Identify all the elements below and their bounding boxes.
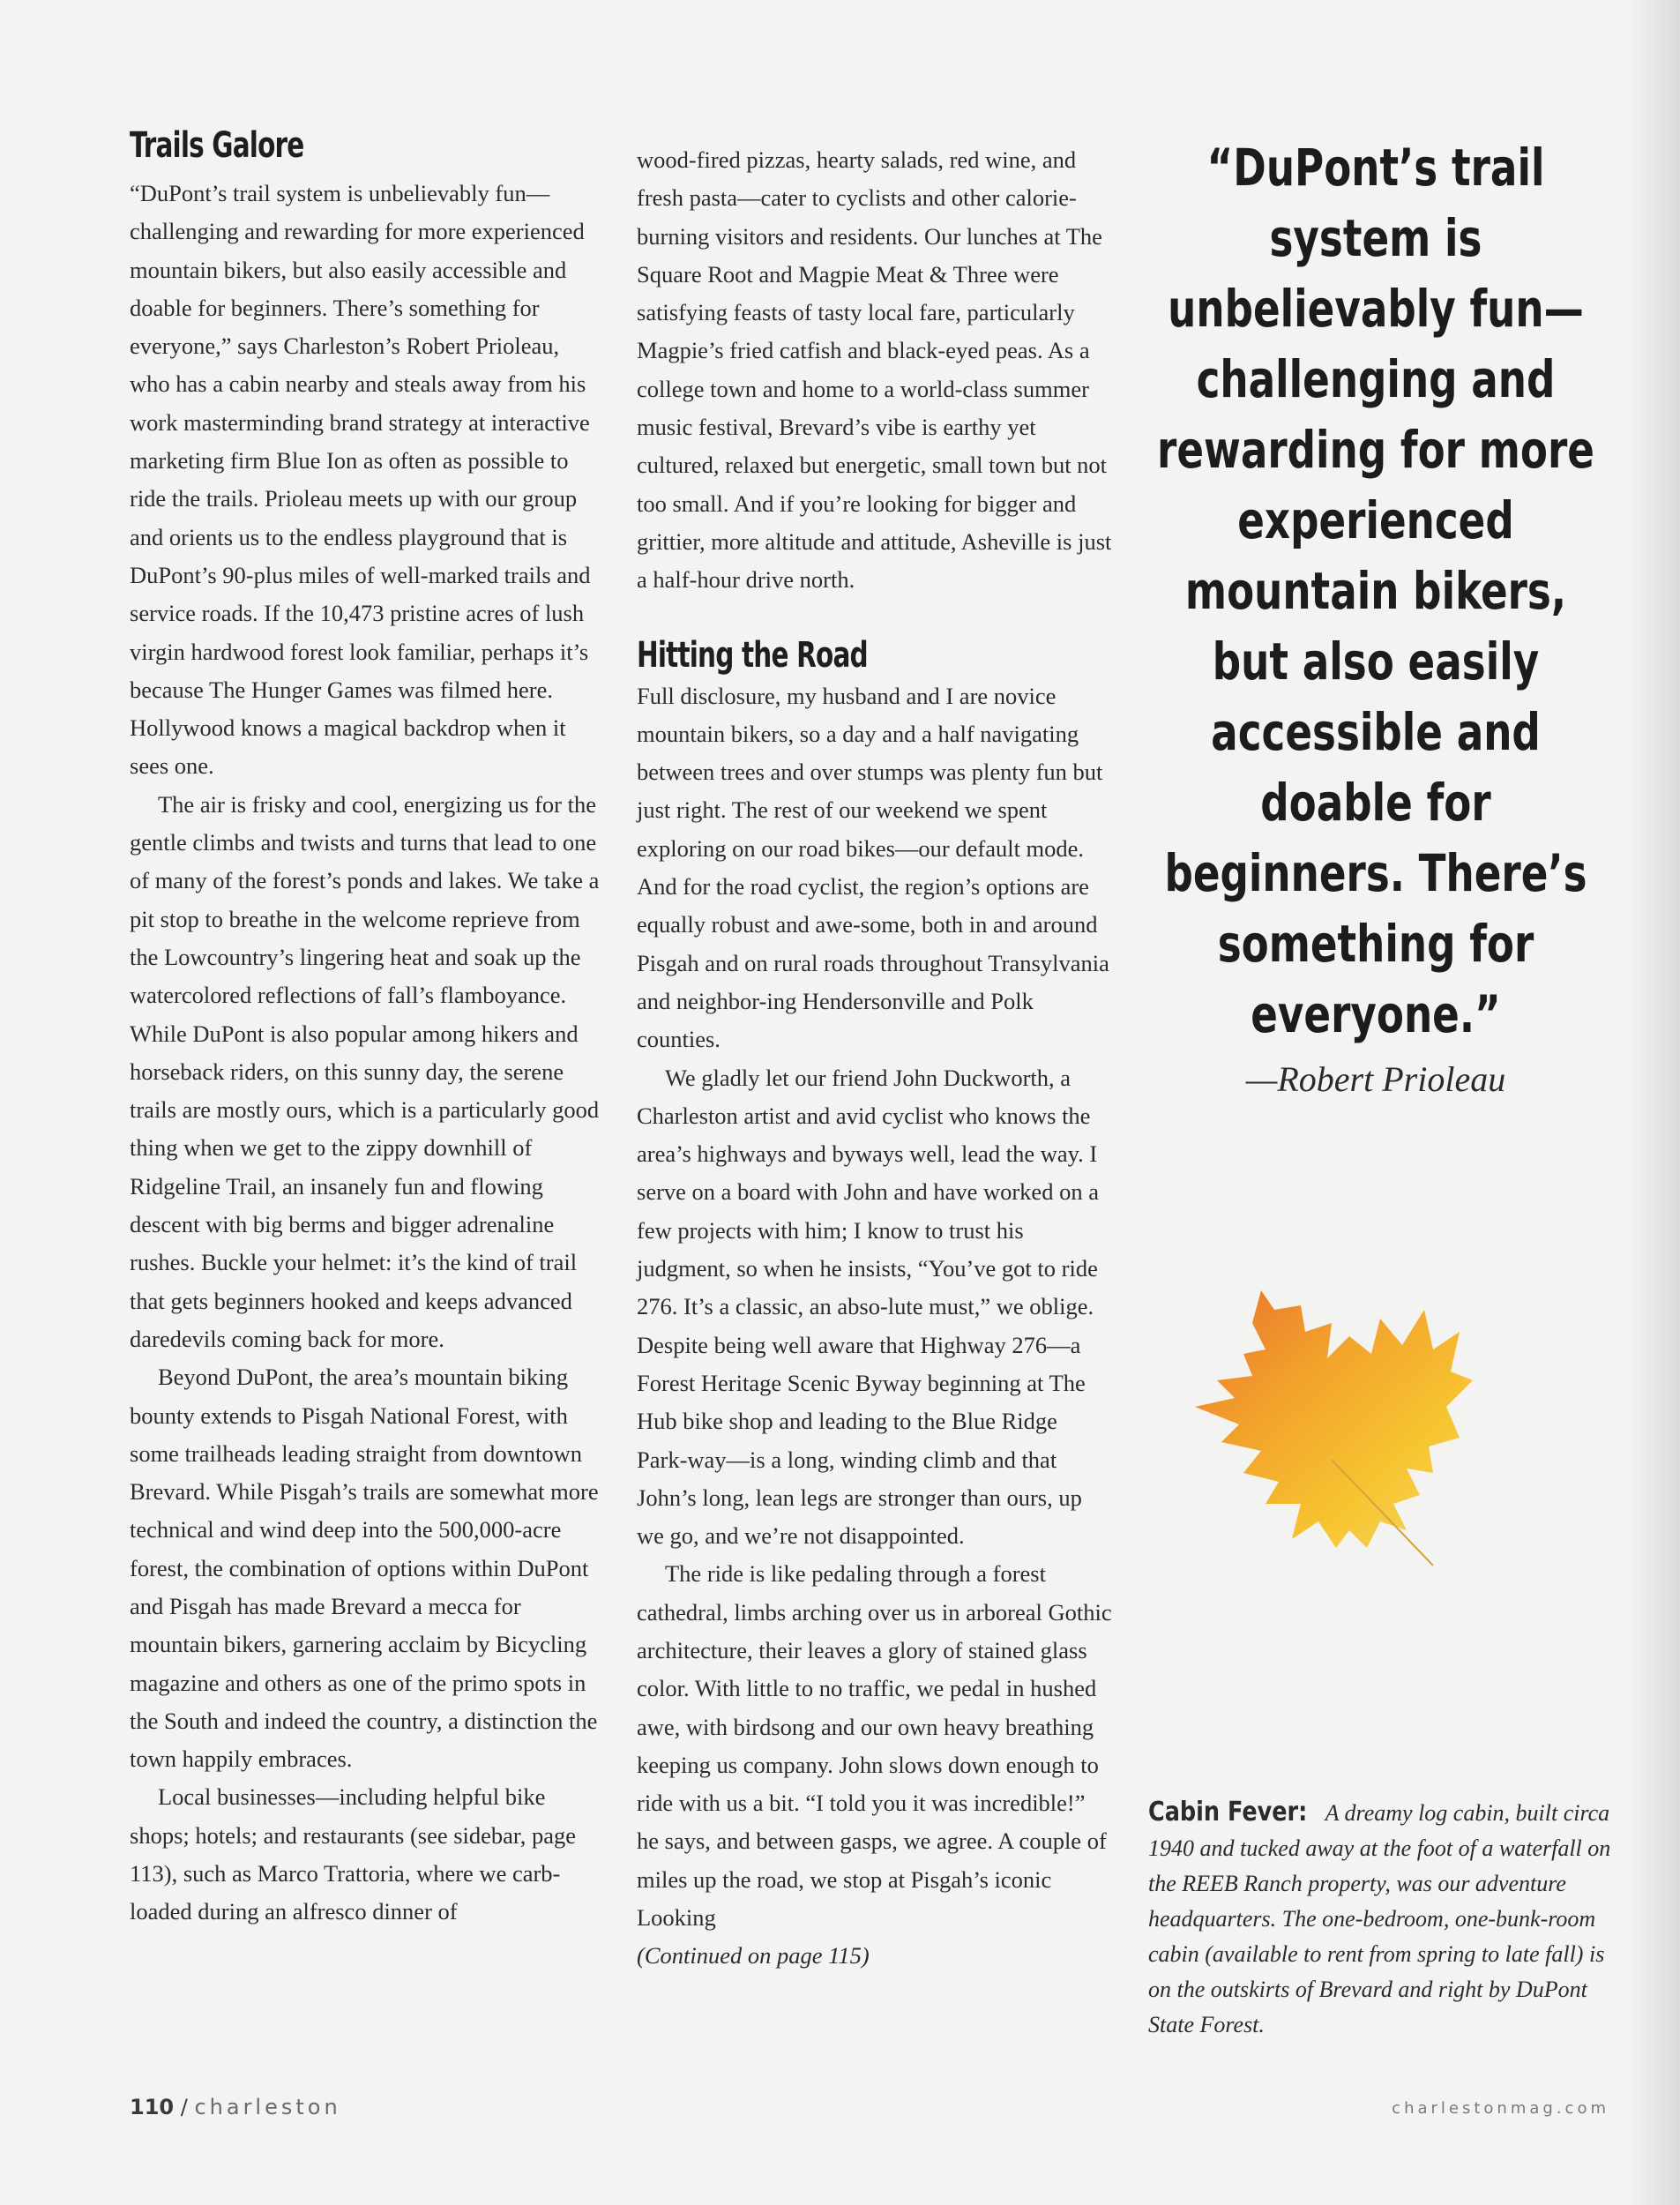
maple-leaf-icon — [1169, 1283, 1539, 1618]
paragraph: Local businesses—including helpful bike shops; hotels; and restaurants (see sidebar, page 113), such as Marco Trattoria, where we carb-loaded during an alfresco dinner of — [130, 1783, 576, 1925]
caption-title: Cabin Fever: — [1148, 1797, 1308, 1828]
page-gutter-shadow — [1627, 0, 1680, 2205]
footer-separator: / — [174, 2095, 195, 2119]
page-number: 110 — [130, 2095, 175, 2119]
pull-quote: “DuPont’s trail system is unbelievably fun—challenging and rewarding for more experienced mountain bikers, but also easily accessible and doable for beginners. There’s something for everyone.” — [1157, 138, 1594, 1044]
photo-caption — [1148, 1795, 1624, 2043]
article-column-2 — [637, 141, 1113, 1976]
article-column-1 — [130, 123, 601, 1932]
section-heading-hitting-the-road: Hitting the Road — [637, 634, 868, 676]
paragraph: The ride is like pedaling through a forest cathedral, limbs arching over us in arboreal Gothic architecture, their leaves a glory of stained glass color. With little to no traffic, we pedal in hushed awe, with birdsong and our own heavy breathing keeping us company. John slows down enough to ride with us a bit. “I told you it was incredible!” he says, and between gasps, we agree. A couple of miles up the road, we stop at Pisgah’s iconic Looking — [637, 1560, 1112, 1932]
paragraph: We gladly let our friend John Duckworth, a Charleston artist and avid cyclist who knows the area’s highways and byways well, lead the way. I serve on a board with John and have worked on a few projects with him; I know to trust his judgment, so when he insists, “You’ve got to ride 276. It’s a classic, an abso-lute must,” we oblige. Despite being well aware that Highway 276—a Forest Heritage Scenic Byway beginning at The Hub bike shop and leading to the Blue Ridge Park-way—is a long, winding climb and that John’s long, lean legs are stronger than ours, up we go, and we’re not disappointed. — [637, 1064, 1099, 1550]
page-footer — [130, 2095, 341, 2119]
pull-quote-block — [1146, 132, 1605, 1100]
caption-text: A dreamy log cabin, built circa 1940 and tucked away at the foot of a waterfall on the REEB Ranch property, was our adventure headquarters. The one-bedroom, one-bunk-room cabin (available to rent from spring to late fall) is on the outskirts of Brevard and right by DuPont State Forest. — [1148, 1800, 1611, 2037]
paragraph: wood-fired pizzas, hearty salads, red wine, and fresh pasta—cater to cyclists and other calorie-burning visitors and residents. Our lunches at The Square Root and Magpie Meat & Three were satisfying feasts of tasty local fare, particularly Magpie’s fried catfish and black-eyed peas. As a college town and home to a world-class summer music festival, Brevard’s vibe is earthy yet cultured, relaxed but energetic, small town but not too small. And if you’re looking for bigger and grittier, more altitude and attitude, Asheville is just a half-hour drive north. — [637, 146, 1112, 594]
paragraph: The air is frisky and cool, energizing us for the gentle climbs and twists and turns that lead to one of many of the forest’s ponds and lakes. We take a pit stop to breathe in the welcome reprieve from the Lowcountry’s lingering heat and soak up the watercolored reflections of fall’s flamboyance. While DuPont is also popular among hikers and horseback riders, on this sunny day, the serene trails are mostly ours, which is a particularly good thing when we get to the zippy downhill of Ridgeline Trail, an insanely fun and flowing descent with big berms and bigger adrenaline rushes. Buckle your helmet: it’s the kind of trail that gets beginners hooked and keeps advanced daredevils coming back for more. — [130, 790, 600, 1352]
magazine-name: charleston — [194, 2095, 341, 2119]
section-heading-trails-galore: Trails Galore — [130, 125, 304, 166]
pull-quote-attribution: —Robert Prioleau — [1245, 1059, 1506, 1099]
paragraph: Full disclosure, my husband and I are novice mountain bikers, so a day and a half navigating between trees and over stumps was plenty fun but just right. The rest of our weekend we spent exploring on our road bikes—our default mode. And for the road cyclist, the region’s options are equally robust and awe-some, both in and around Pisgah and on rural roads throughout Transylvania and neighbor-ing Hendersonville and Polk counties. — [637, 682, 1109, 1053]
paragraph: “DuPont’s trail system is unbelievably fun—challenging and rewarding for more experienced mountain bikers, but also easily accessible and doable for beginners. There’s something for everyone,” says Charleston’s Robert Prioleau, who has a cabin nearby and steals away from his work masterminding brand strategy at interactive marketing firm Blue Ion as often as possible to ride the trails. Prioleau meets up with our group and orients us to the endless playground that is DuPont’s 90-plus miles of well-marked trails and service roads. If the 10,473 pristine acres of lush virgin hardwood forest look familiar, perhaps it’s because The Hunger Games was filmed here. Hollywood knows a magical backdrop when it sees one. — [130, 180, 591, 780]
magazine-website: charlestonmag.com — [1392, 2099, 1609, 2118]
paragraph: Beyond DuPont, the area’s mountain biking bounty extends to Pisgah National Forest, with some trailheads leading straight from downtown Brevard. While Pisgah’s trails are somewhat more technical and wind deep into the 500,000-acre forest, the combination of options within DuPont and Pisgah has made Brevard a mecca for mountain bikers, garnering acclaim by Bicycling magazine and others as one of the primo spots in the South and indeed the country, a distinction the town happily embraces. — [130, 1364, 599, 1773]
continued-notice: (Continued on page 115) — [637, 1942, 870, 1970]
